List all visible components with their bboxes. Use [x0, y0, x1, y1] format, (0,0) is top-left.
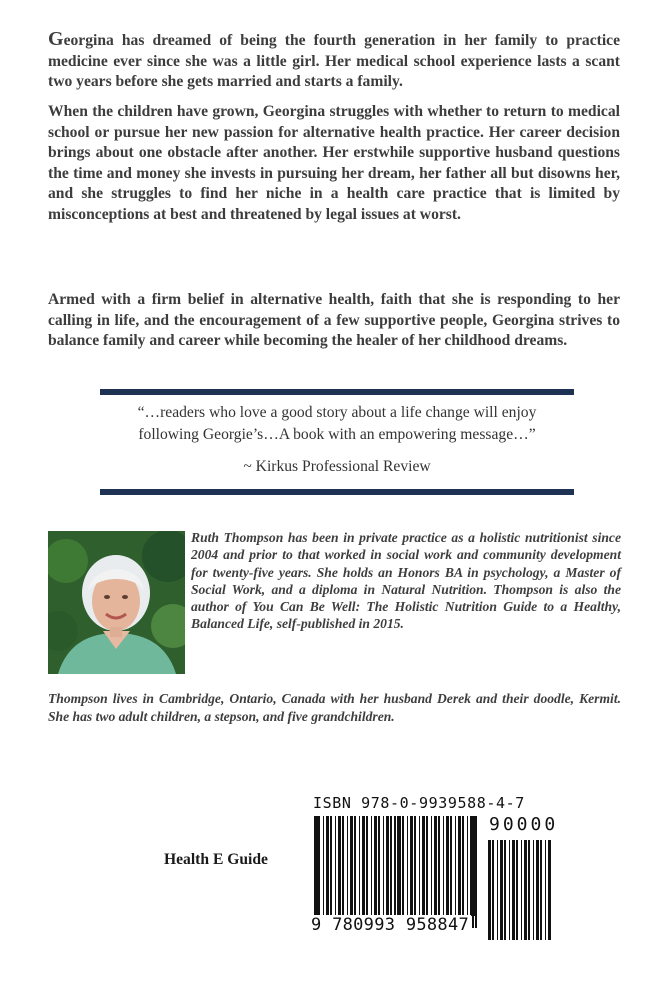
barcode-bar: [434, 816, 437, 916]
blurb-paragraph-2: When the children have grown, Georgina struggles with whether to return to medical school or pursue her new passion for alternative health practice. Her career decision brings about one obstacle after another. Her erstwhile supportive husband questions the time and money she invests in pursuing her dream, her father all but disowns her, and she struggles to find her niche in a health care practice that is limited by misconceptions at best and threatened by legal issues at worst.: [48, 103, 620, 223]
barcode-bar: [500, 840, 503, 940]
barcode-guard-bar: [397, 816, 399, 928]
review-bottom-rule: [100, 489, 574, 495]
blurb-paragraph-1: [48, 29, 620, 93]
barcode-bar: [524, 840, 527, 940]
isbn-barcode: [306, 814, 616, 964]
barcode-bars: [306, 814, 616, 964]
barcode-bar: [426, 816, 428, 916]
barcode-guard-bar: [317, 816, 319, 928]
barcode-bar: [488, 840, 491, 940]
barcode-bar: [378, 816, 380, 916]
barcode-bar: [521, 840, 522, 940]
barcode-bar: [323, 816, 324, 916]
barcode-bar: [374, 816, 377, 916]
publisher-name: Health E Guide: [164, 851, 268, 868]
price-code: 90000: [489, 814, 559, 835]
blurb-dropcap: G: [48, 28, 64, 50]
barcode-bar: [414, 816, 416, 916]
barcode-bar: [330, 816, 332, 916]
barcode-bar: [407, 816, 408, 916]
author-bio: Ruth Thompson has been in private practice as a holistic nutritionist since 2004 and prior to that worked in social work and community development for twenty-five years. She holds an Honors BA in psychology, a Master of Social Work, and a diploma in Natural Nutrition. Thompson is also the author of You Can Be Well: The Holistic Nutrition Guide to a Healthy, Balanced Life, self-published in 2015.: [191, 530, 621, 632]
review-top-rule: [100, 389, 574, 395]
ean-digits: 9 780993 958847: [311, 915, 470, 935]
barcode-guard-bar: [314, 816, 316, 928]
barcode-bar: [455, 816, 456, 916]
barcode-bar: [548, 840, 551, 940]
review-quote: [100, 402, 574, 446]
barcode-guard-bar: [394, 816, 396, 928]
isbn-label: ISBN 978-0-9939588-4-7: [313, 794, 525, 812]
author-photo: [48, 531, 185, 674]
barcode-bar: [443, 816, 444, 916]
barcode-bar: [342, 816, 344, 916]
barcode-bar: [540, 840, 542, 940]
barcode-bar: [402, 816, 404, 916]
barcode-bar: [347, 816, 348, 916]
barcode-bar: [528, 840, 530, 940]
barcode-bar: [350, 816, 353, 916]
barcode-bar: [390, 816, 392, 916]
barcode-bar: [354, 816, 356, 916]
barcode-bar: [366, 816, 368, 916]
barcode-bar: [458, 816, 461, 916]
barcode-bar: [326, 816, 329, 916]
author-portrait-icon: [48, 531, 185, 674]
barcode-bar: [431, 816, 432, 916]
barcode-bar: [338, 816, 341, 916]
barcode-bar: [335, 816, 336, 916]
barcode-bar: [512, 840, 515, 940]
barcode-bar: [438, 816, 440, 916]
barcode-bar: [462, 816, 464, 916]
barcode-bar: [371, 816, 372, 916]
barcode-bar: [533, 840, 534, 940]
barcode-bar: [545, 840, 546, 940]
blurb-paragraph-3: Armed with a firm belief in alternative health, faith that she is responding to her calling in life, and the encouragement of a few supportive people, Georgina strives to balance family and career while becoming the healer of her childhood dreams.: [48, 291, 620, 350]
barcode-guard-bar: [472, 816, 474, 928]
barcode-bar: [450, 816, 452, 916]
barcode-bar: [536, 840, 539, 940]
barcode-bar: [504, 840, 506, 940]
barcode-guard-bar: [475, 816, 477, 928]
barcode-bar: [422, 816, 425, 916]
barcode-bar: [410, 816, 413, 916]
review-quote-line-1: “…readers who love a good story about a life change will enjoy: [137, 404, 537, 421]
barcode-bar: [516, 840, 518, 940]
review-quote-line-2: following Georgie’s…A book with an empowering message…”: [138, 426, 536, 443]
author-family: Thompson lives in Cambridge, Ontario, Canada with her husband Derek and their doodle, Kermit. She has two adult children, a stepson, and five grandchildren.: [48, 691, 621, 724]
barcode-bar: [419, 816, 420, 916]
barcode-bar: [383, 816, 384, 916]
barcode-bar: [386, 816, 389, 916]
blurb-paragraph-1-text: eorgina has dreamed of being the fourth generation in her family to practice medicine ever since she was a little girl. Her medical school experience lasts a scant two years before she gets married and starts a family.: [48, 32, 620, 91]
barcode-bar: [359, 816, 360, 916]
barcode-bar: [467, 816, 468, 916]
barcode-bar: [509, 840, 510, 940]
barcode-bar: [492, 840, 494, 940]
barcode-bar: [446, 816, 449, 916]
barcode-bar: [497, 840, 498, 940]
barcode-bar: [362, 816, 365, 916]
review-attribution: ~ Kirkus Professional Review: [243, 458, 431, 475]
